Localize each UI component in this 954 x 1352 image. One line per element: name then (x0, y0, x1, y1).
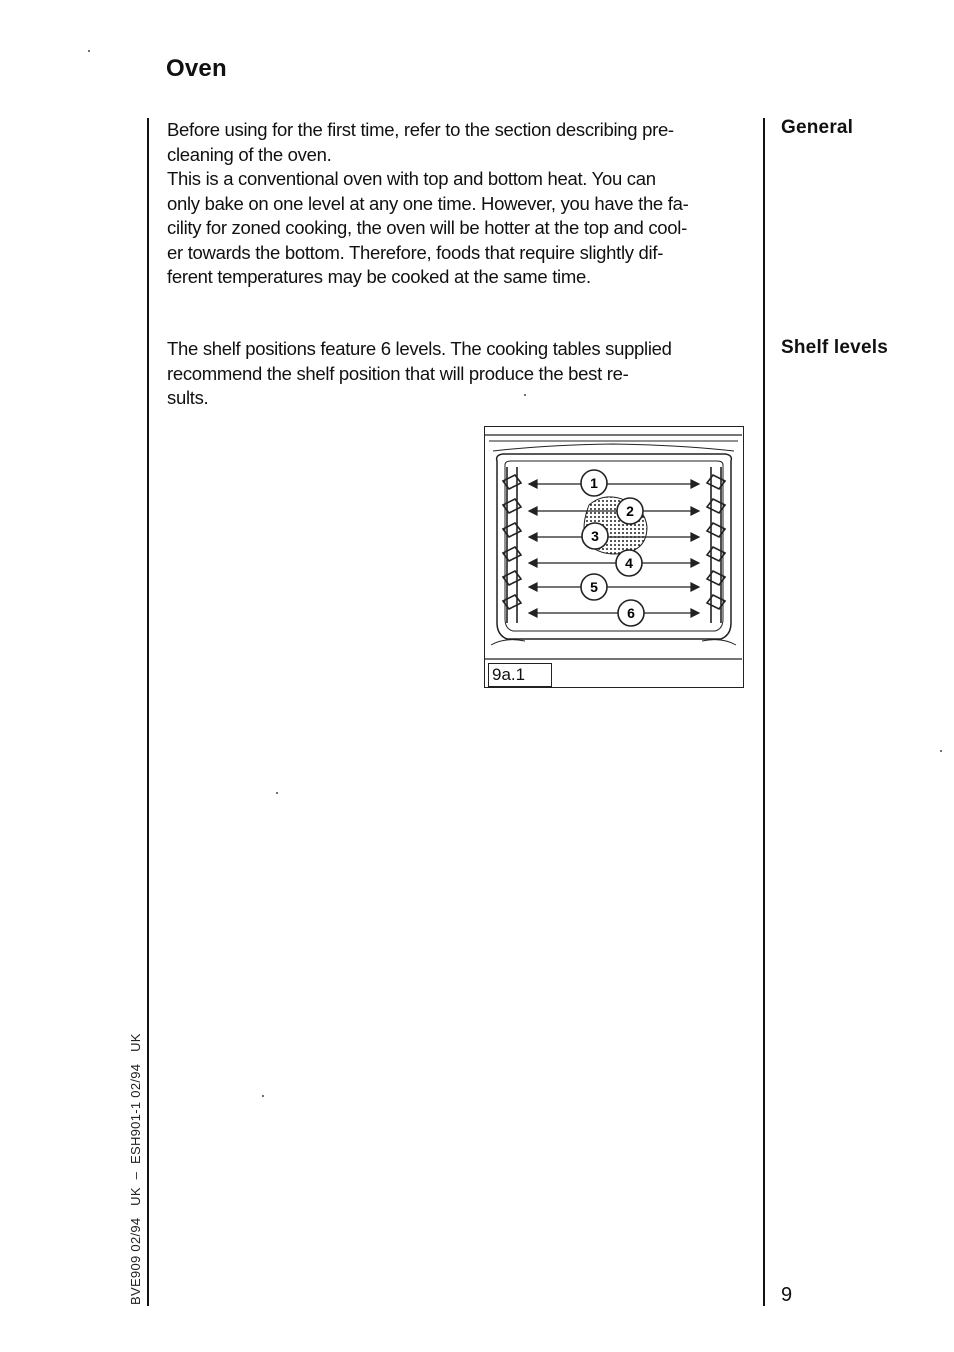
text-line: The shelf positions feature 6 levels. The cooking tables supplied (167, 338, 672, 359)
text-line: sults. (167, 387, 209, 408)
text-line: cleaning of the oven. (167, 143, 332, 165)
svg-text:1: 1 (590, 475, 598, 491)
level-marker-1 (581, 470, 607, 496)
figure-label: 9a.1 (488, 663, 552, 687)
text-line: cility for zoned cooking, the oven will be hotter at the top and cool- (167, 217, 687, 238)
level-marker-6 (618, 600, 644, 626)
text-line: This is a conventional oven with top and bottom heat. You can (167, 168, 656, 189)
level-marker-5 (581, 574, 607, 600)
svg-text:2: 2 (626, 503, 634, 519)
text-line: er towards the bottom. Therefore, foods that require slightly dif- (167, 241, 664, 263)
text-line: ferent temperatures may be cooked at the same time. (167, 266, 591, 287)
level-markers (485, 427, 742, 686)
svg-text:4: 4 (625, 555, 633, 571)
shelf-levels-heading: Shelf levels (781, 337, 888, 358)
oven-shelf-figure (484, 426, 744, 688)
text-line: recommend the shelf position that will produce the best re- (167, 362, 629, 384)
scan-speck (88, 50, 90, 52)
scan-speck (262, 1095, 264, 1097)
svg-text:6: 6 (627, 605, 635, 621)
level-marker-3 (582, 523, 608, 549)
left-margin-rule (147, 118, 149, 1306)
svg-text:5: 5 (590, 579, 598, 595)
document-code: BVE909 02/94 UK – ESH901-1 02/94 UK (128, 1033, 143, 1305)
svg-text:3: 3 (591, 528, 599, 544)
general-paragraph (167, 118, 747, 290)
page-title: Oven (166, 55, 227, 82)
text-line: only bake on one level at any one time. However, you have the fa- (167, 192, 689, 214)
scan-speck (940, 750, 942, 752)
scan-speck (276, 792, 278, 794)
level-marker-2 (617, 498, 643, 524)
shelf-levels-paragraph (167, 337, 747, 411)
general-heading: General (781, 117, 854, 138)
page-number: 9 (781, 1284, 793, 1306)
level-marker-4 (616, 550, 642, 576)
text-line: Before using for the first time, refer to the section describing pre- (167, 119, 674, 140)
scan-speck (524, 394, 526, 396)
right-margin-rule (763, 118, 765, 1306)
